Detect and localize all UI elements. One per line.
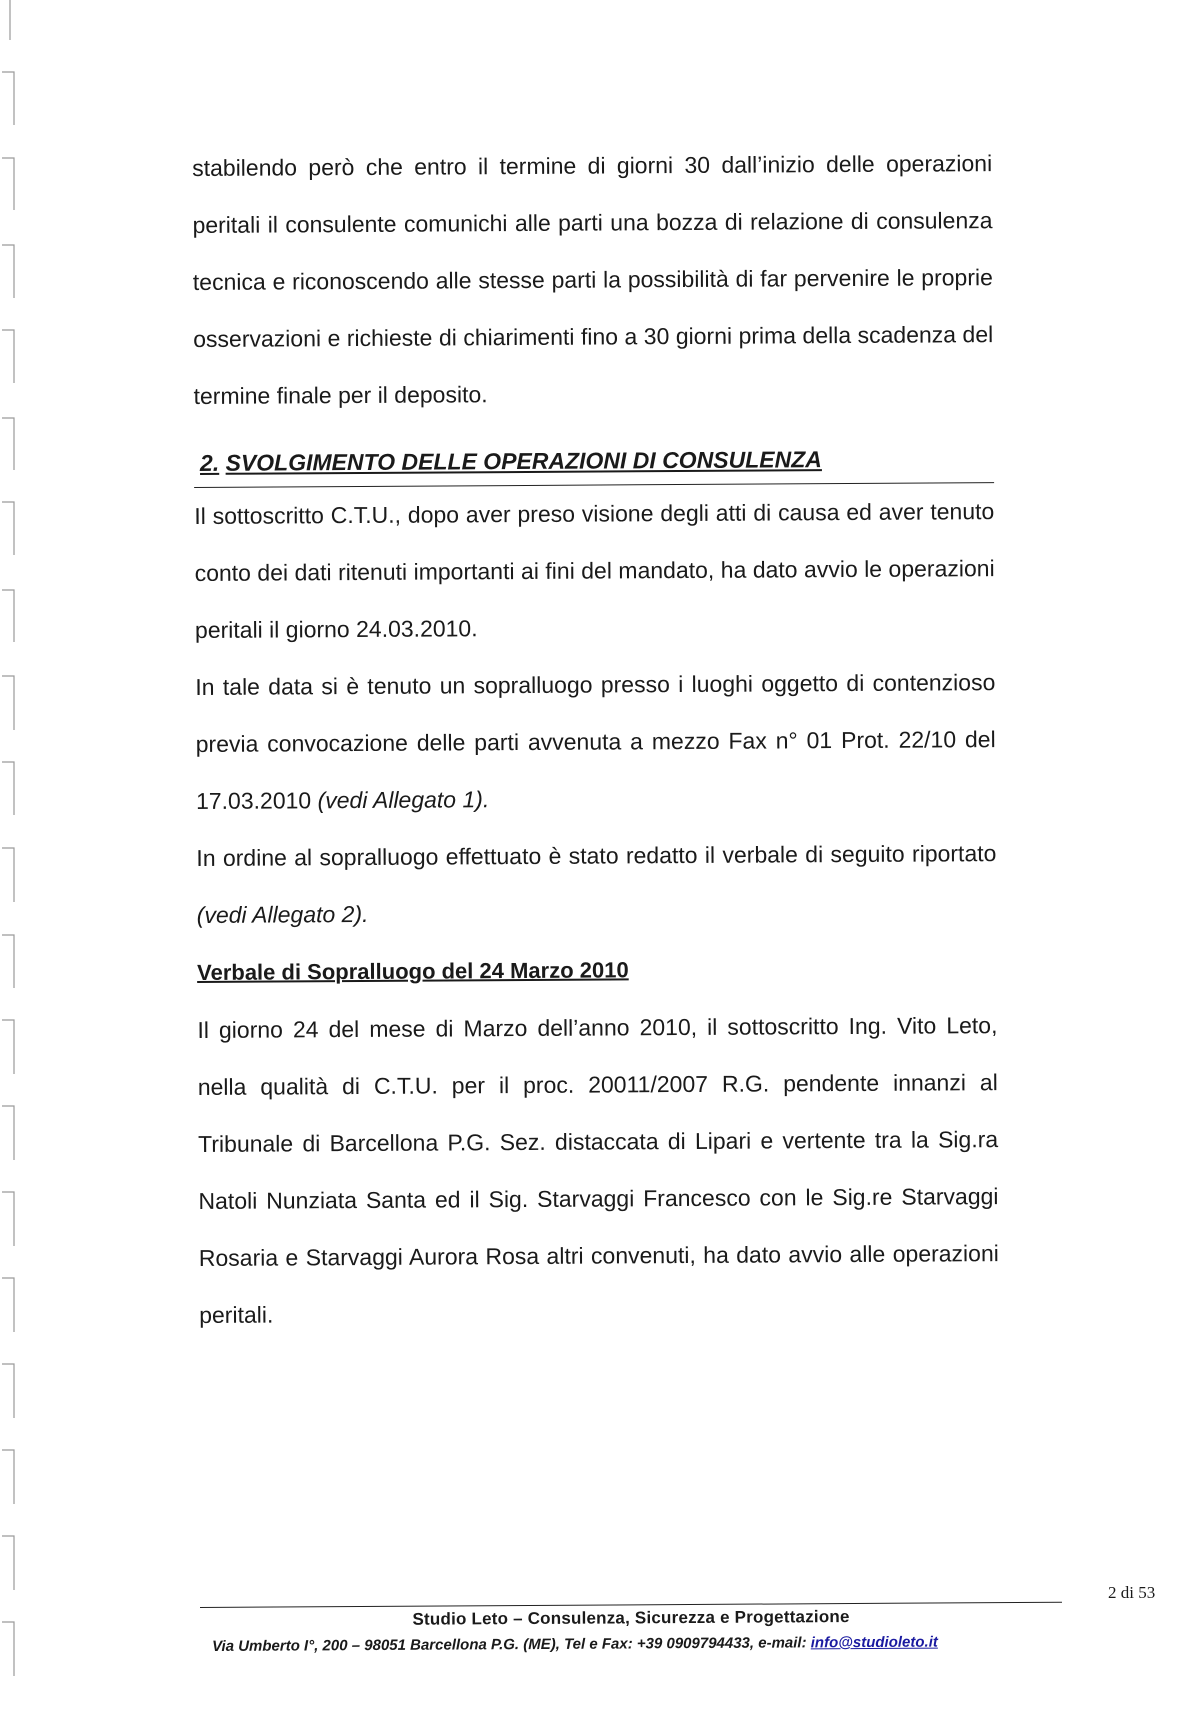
verbale-heading: Verbale di Sopralluogo del 24 Marzo 2010	[197, 957, 629, 985]
footer-email-link[interactable]: info@studioleto.it	[810, 1633, 938, 1652]
paragraph-sopralluogo	[195, 654, 996, 830]
section-heading-number: 2.	[199, 449, 220, 476]
document-body	[192, 135, 999, 1344]
section-heading-text: SVOLGIMENTO DELLE OPERAZIONI DI CONSULENZA	[225, 446, 822, 476]
paragraph-continuation: stabilendo però che entro il termine di giorni 30 dall’inizio delle operazioni peritali il consulente comunichi alle parti una bozza di relazione di consulenza tecnica e riconoscendo alle stesse parti la possibilità di far pervenire le proprie osservazioni e richieste di chiarimenti fino a 30 giorni prima della scadenza del termine finale per il deposito.	[192, 150, 994, 409]
paragraph-verbale-ref-text: In ordine al sopralluogo effettuato è stato redatto il verbale di seguito riportato	[196, 840, 997, 871]
paragraph-sopralluogo-text: In tale data si è tenuto un sopralluogo presso i luoghi oggetto di contenzioso previa convocazione delle parti avvenuta a mezzo Fax n° 01 Prot. 22/10 del 17.03.2010	[195, 669, 996, 814]
paragraph-svolgimento: Il sottoscritto C.T.U., dopo aver preso visione degli atti di causa ed aver tenuto conto dei dati ritenuti importanti ai fini del mandato, ha dato avvio le operazioni peritali il giorno 24.03.2010.	[194, 498, 995, 643]
paragraph-verbale-ref	[196, 825, 997, 944]
allegato-2-ref: (vedi Allegato 2).	[196, 900, 369, 928]
section-heading	[194, 434, 994, 488]
footer-address-text: Via Umberto I°, 200 – 98051 Barcellona P.G. (ME), Tel e Fax: +39 0909794433, e-mail:	[212, 1634, 811, 1655]
paragraph-verbale-body: Il giorno 24 del mese di Marzo dell’anno 2010, il sottoscritto Ing. Vito Leto, nella qualità di C.T.U. per il proc. 20011/2007 R.G. pendente innanzi al Tribunale di Barcellona P.G. Sez. distaccata di Lipari e vertente tra la Sig.ra Natoli Nunziata Santa ed il Sig. Starvaggi Francesco con le Sig.re Starvaggi Rosaria e Starvaggi Aurora Rosa altri convenuti, ha dato avvio alle operazioni peritali.	[197, 1012, 999, 1328]
allegato-1-ref: (vedi Allegato 1).	[317, 786, 490, 814]
footer-title: Studio Leto – Consulenza, Sicurezza e Progettazione	[412, 1607, 850, 1629]
binding-marks	[0, 0, 50, 1718]
page-number: 2 di 53	[1108, 1583, 1156, 1602]
footer-address	[212, 1631, 1062, 1658]
